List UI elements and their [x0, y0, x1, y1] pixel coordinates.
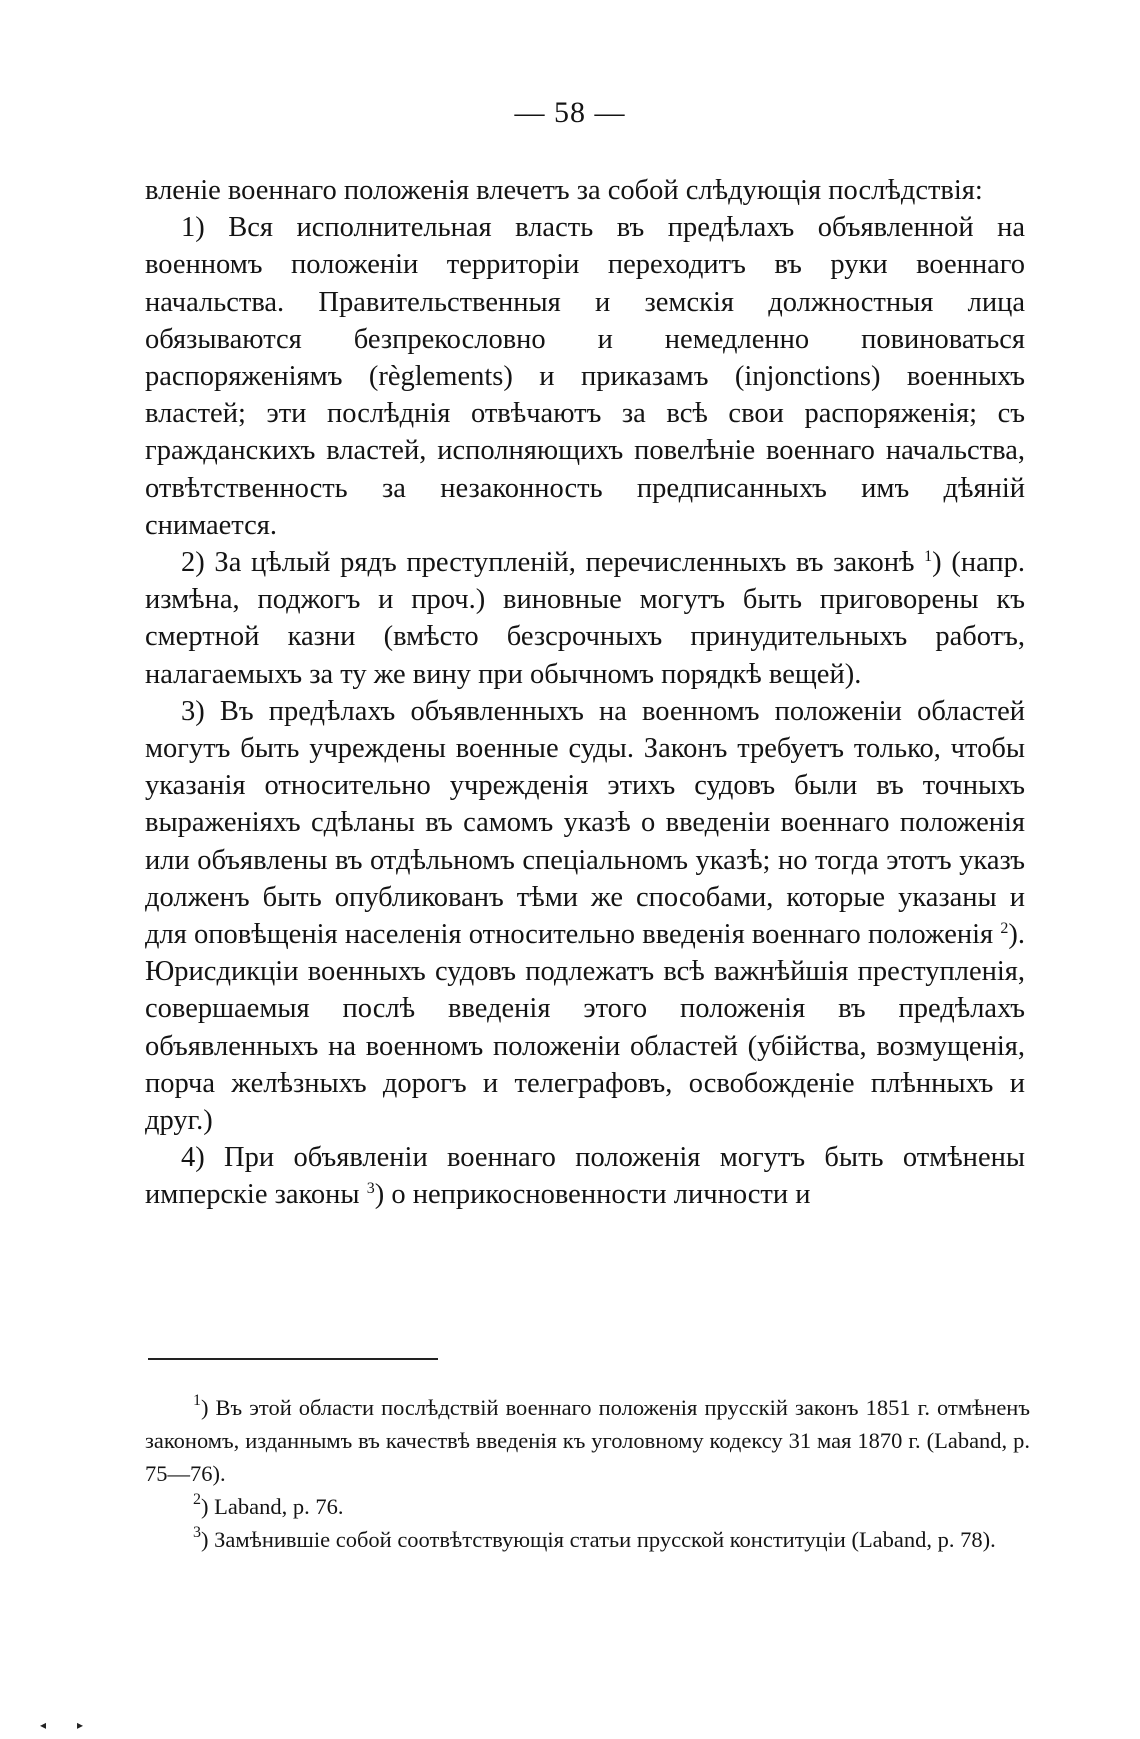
- page-number: — 58 —: [514, 96, 626, 129]
- paragraph-4: [145, 1139, 1025, 1213]
- footnote-1-text: ) Въ этой области послѣдствій военнаго положенія прусскій законъ 1851 г. отмѣненъ закономъ, изданнымъ въ качествѣ введенія къ уголовному кодексу 31 мая 1870 г. (Laband, p. 75—76).: [145, 1395, 1030, 1486]
- footnote-divider: [148, 1358, 438, 1360]
- footnote-3-text: ) Замѣнившіе собой соотвѣтствующія статьи прусской конституціи (Laband, p. 78).: [201, 1527, 996, 1552]
- footnote-2: [145, 1490, 1030, 1523]
- paragraph-3-text-b: ). Юрисдикціи военныхъ судовъ подлежатъ всѣ важнѣйшія преступленія, совершаемыя послѣ введенія этого положенія въ предѣлахъ объявленныхъ на военномъ положеніи областей (убійства, возмущенія, порча желѣзныхъ дорогъ и телеграфовъ, освобожденіе плѣнныхъ и друг.): [145, 919, 1025, 1137]
- paragraph-2: [145, 544, 1025, 693]
- paragraph-3-text-a: 3) Въ предѣлахъ объявленныхъ на военномъ положеніи областей могутъ быть учреждены военные суды. Законъ требуетъ только, чтобы указанія относительно учрежденія этихъ судовъ были въ точныхъ выраженіяхъ сдѣланы въ самомъ указѣ о введеніи военнаго положенія или объявлены въ отдѣльномъ спеціальномъ указѣ; но тогда этотъ указъ долженъ быть опубликованъ тѣми же способами, которые указаны и для оповѣщенія населенія относительно введенія военнаго положенія: [145, 695, 1025, 951]
- footnote-ref-1[interactable]: 1: [924, 548, 933, 566]
- footnotes: [145, 1391, 1030, 1556]
- footnote-3-mark: 3: [193, 1524, 201, 1541]
- paragraph-3: [145, 693, 1025, 1139]
- main-text: [145, 172, 1025, 1214]
- footnote-2-text: ) Laband, p. 76.: [201, 1494, 344, 1519]
- footnote-3: [145, 1523, 1030, 1556]
- footnote-ref-3[interactable]: 3: [366, 1180, 375, 1198]
- footnote-2-mark: 2: [193, 1491, 201, 1508]
- paragraph-continuation: вленіе военнаго положенія влечетъ за собой слѣдующія послѣдствія:: [145, 175, 983, 206]
- footnote-ref-2[interactable]: 2: [1000, 920, 1009, 938]
- paragraph-2-text-b: ) (напр. измѣна, поджогъ и проч.) виновные могутъ быть приговорены къ смертной казни (вмѣсто безсрочныхъ принудительныхъ работъ, налагаемыхъ за ту же вину при обычномъ порядкѣ вещей).: [145, 547, 1025, 690]
- paragraph-1: 1) Вся исполнительная власть въ предѣлахъ объявленной на военномъ положеніи территоріи переходитъ въ руки военнаго начальства. Правительственныя и земскія должностныя лица обязываются безпрекословно и немедленно повиноваться распоряженіямъ (règlements) и приказамъ (injonctions) военныхъ властей; эти послѣднія отвѣчаютъ за всѣ свои распоряженія; съ гражданскихъ властей, исполняющихъ повелѣніе военнаго начальства, отвѣтственность за незаконность предписанныхъ имъ дѣяній снимается.: [145, 212, 1025, 541]
- scan-edge-marks: ◂ ▸: [40, 1718, 98, 1732]
- paragraph-4-text-b: ) о неприкосновенности личности и: [374, 1179, 811, 1211]
- footnote-1: [145, 1391, 1030, 1490]
- paragraph-4-text-a: 4) При объявленіи военнаго положенія могутъ быть отмѣнены имперскіе законы: [145, 1142, 1025, 1211]
- paragraph-2-text-a: 2) За цѣлый рядъ преступленій, перечисленныхъ въ законѣ: [181, 547, 925, 579]
- footnote-1-mark: 1: [193, 1392, 201, 1409]
